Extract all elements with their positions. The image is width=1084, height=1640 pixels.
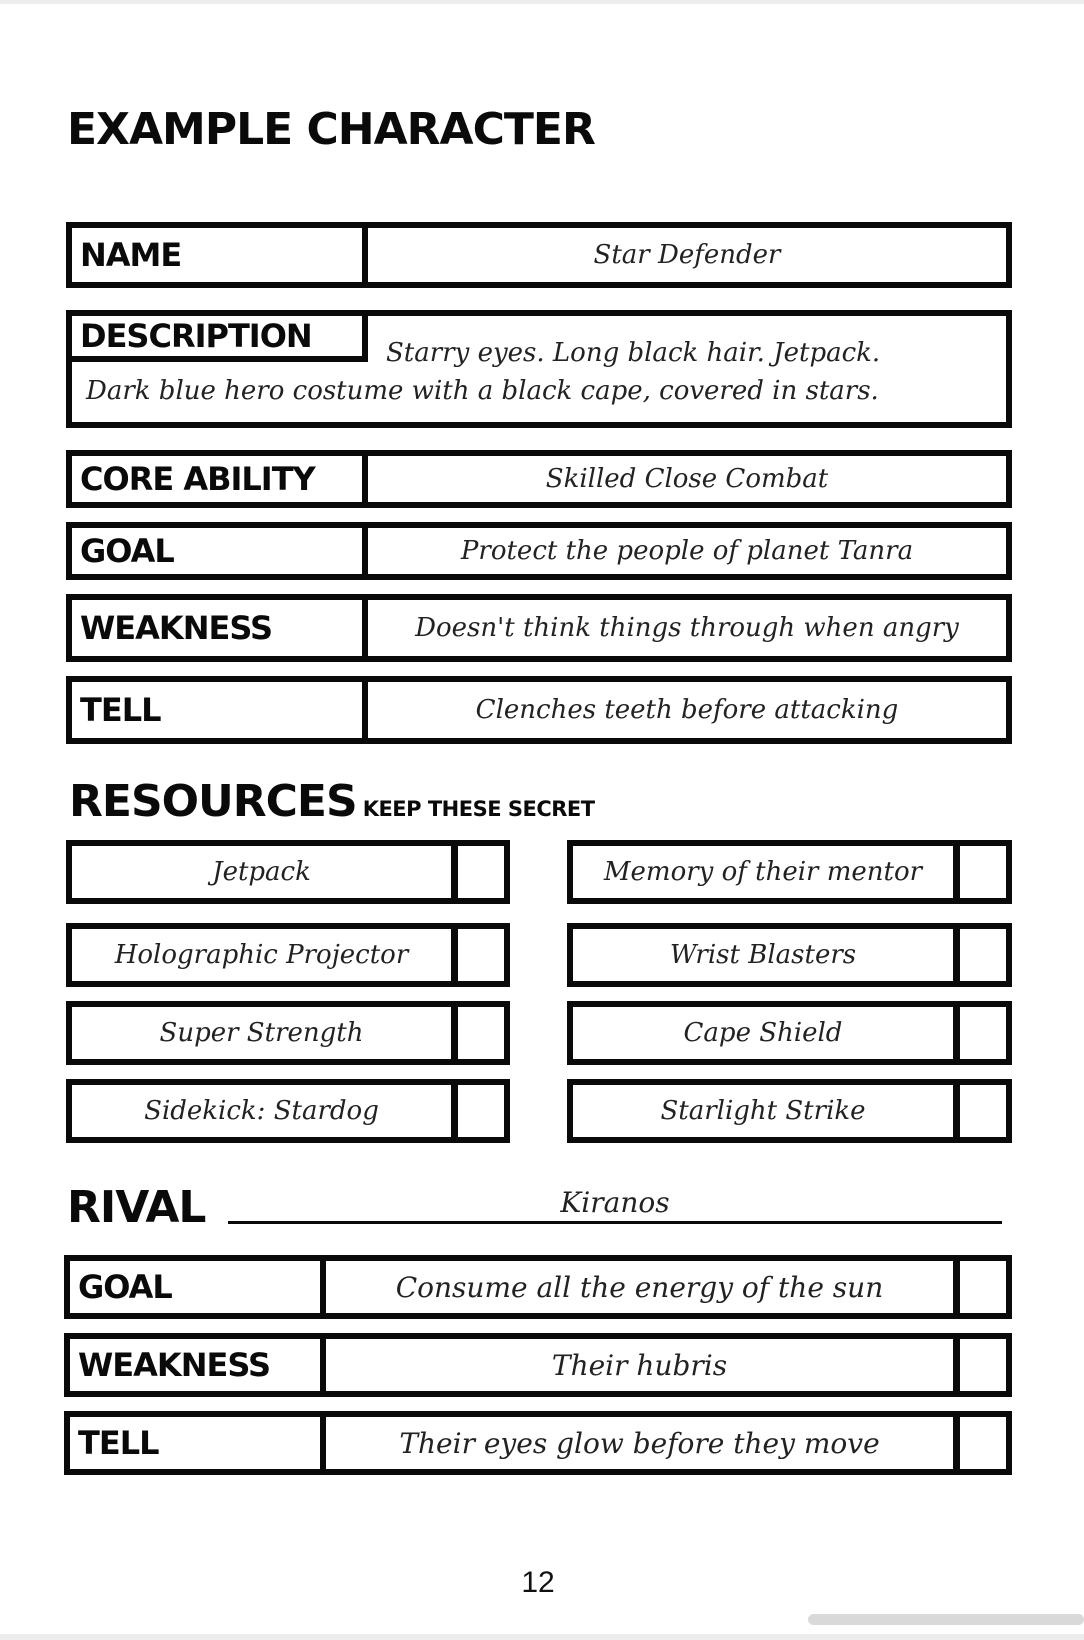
resource-item xyxy=(66,1079,510,1143)
core-ability-row xyxy=(66,450,1012,508)
tell-value: Clenches teeth before attacking xyxy=(475,695,899,725)
resource-label: Starlight Strike xyxy=(660,1096,866,1126)
resource-label: Cape Shield xyxy=(683,1018,843,1048)
description-line-1: Starry eyes. Long black hair. Jetpack. xyxy=(386,338,881,368)
resource-checkbox[interactable] xyxy=(953,1007,1006,1059)
rival-name-line xyxy=(228,1221,1002,1224)
description-line-2: Dark blue hero costume with a black cape, covered in stars. xyxy=(86,376,879,406)
horizontal-scrollbar[interactable] xyxy=(808,1614,1084,1625)
rival-weakness-label: WEAKNESS xyxy=(70,1339,326,1391)
rival-tell-label: TELL xyxy=(70,1417,326,1469)
resource-checkbox[interactable] xyxy=(953,929,1006,981)
resource-item xyxy=(66,1001,510,1065)
rival-weakness-checkbox[interactable] xyxy=(953,1339,1006,1391)
resource-label: Wrist Blasters xyxy=(669,940,857,970)
resources-title: RESOURCES xyxy=(69,776,357,827)
weakness-label: WEAKNESS xyxy=(72,600,368,656)
rival-weakness-value: Their hubris xyxy=(551,1348,728,1382)
resource-item xyxy=(66,840,510,904)
name-row xyxy=(66,222,1012,288)
rival-goal-value: Consume all the energy of the sun xyxy=(395,1270,884,1304)
top-edge xyxy=(0,0,1084,4)
rival-goal-checkbox[interactable] xyxy=(953,1261,1006,1313)
tell-label: TELL xyxy=(72,682,368,738)
rival-name: Kiranos xyxy=(560,1186,670,1219)
goal-label: GOAL xyxy=(72,528,368,574)
resource-checkbox[interactable] xyxy=(451,929,504,981)
rival-heading: RIVAL xyxy=(67,1182,206,1233)
weakness-value: Doesn't think things through when angry xyxy=(415,613,959,643)
resource-label: Sidekick: Stardog xyxy=(144,1096,379,1126)
resource-item xyxy=(567,1001,1012,1065)
page-title: EXAMPLE CHARACTER xyxy=(67,104,595,155)
rival-goal-row xyxy=(64,1255,1012,1319)
rival-goal-label: GOAL xyxy=(70,1261,326,1313)
resource-checkbox[interactable] xyxy=(451,846,504,898)
core-ability-value: Skilled Close Combat xyxy=(545,464,829,494)
goal-row xyxy=(66,522,1012,580)
resource-label: Jetpack xyxy=(212,857,311,887)
core-ability-label: CORE ABILITY xyxy=(72,456,368,502)
resource-label: Holographic Projector xyxy=(114,940,409,970)
resources-heading xyxy=(69,776,595,827)
page-number: 12 xyxy=(521,1566,555,1599)
resource-item xyxy=(567,840,1012,904)
resource-item xyxy=(567,1079,1012,1143)
goal-value: Protect the people of planet Tanra xyxy=(460,536,914,566)
rival-tell-checkbox[interactable] xyxy=(953,1417,1006,1469)
name-value: Star Defender xyxy=(593,240,781,270)
rival-weakness-row xyxy=(64,1333,1012,1397)
bottom-edge xyxy=(0,1634,1084,1640)
description-label: DESCRIPTION xyxy=(72,316,368,362)
rival-tell-row xyxy=(64,1411,1012,1475)
name-label: NAME xyxy=(72,228,368,282)
resources-subtitle: KEEP THESE SECRET xyxy=(362,797,595,821)
resource-checkbox[interactable] xyxy=(953,846,1006,898)
tell-row xyxy=(66,676,1012,744)
resource-item xyxy=(567,923,1012,987)
rival-tell-value: Their eyes glow before they move xyxy=(399,1426,880,1460)
resource-label: Memory of their mentor xyxy=(603,857,923,887)
resource-checkbox[interactable] xyxy=(451,1007,504,1059)
resource-item xyxy=(66,923,510,987)
description-box xyxy=(66,310,1012,428)
resource-checkbox[interactable] xyxy=(451,1085,504,1137)
resource-checkbox[interactable] xyxy=(953,1085,1006,1137)
weakness-row xyxy=(66,594,1012,662)
resource-label: Super Strength xyxy=(159,1018,364,1048)
